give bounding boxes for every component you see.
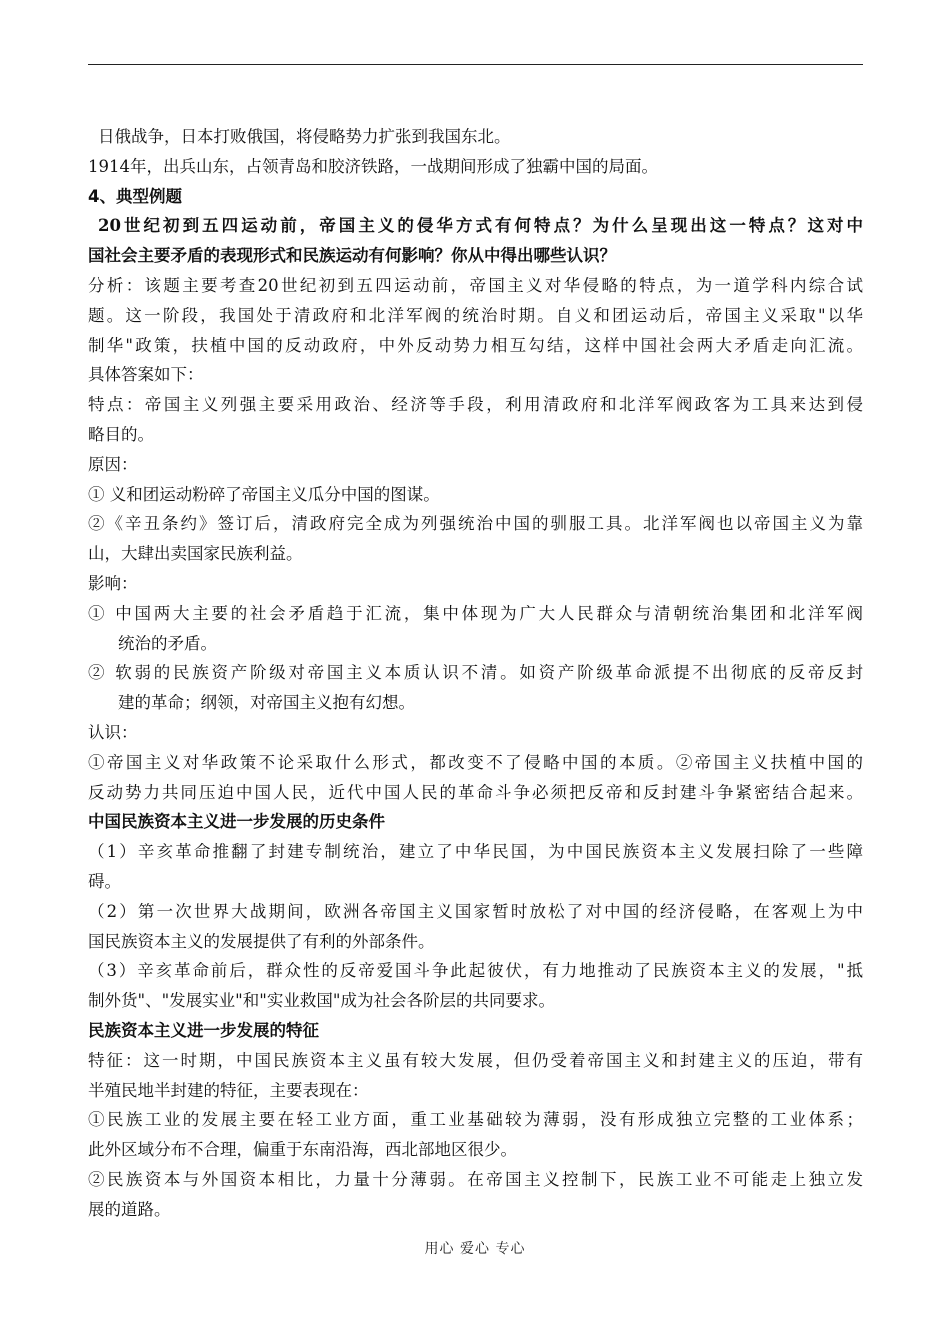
answer-line: ①帝国主义对华政策不论采取什么形式，都改变不了侵略中国的本质。②帝国主义扶植中国的 [88, 752, 863, 772]
answer-line: 反动势力共同压迫中国人民，近代中国人民的革命斗争必须把反帝和反封建斗争紧密结合起来。 [88, 782, 863, 802]
text-line: 制外货"、"发展实业"和"实业救国"成为社会各阶层的共同要求。 [88, 991, 555, 1011]
header-rule [88, 64, 863, 65]
text-line: 碍。 [88, 871, 121, 891]
text-line: 半殖民地半封建的特征，主要表现在： [88, 1080, 369, 1100]
page-footer: 用心 爱心 专心 [424, 1241, 526, 1257]
text-line: 1914年，出兵山东，占领青岛和胶济铁路，一战期间形成了独霸中国的局面。 [88, 156, 658, 176]
answer-label: 原因： [88, 454, 138, 474]
answer-line: 建的革命；纲领，对帝国主义抱有幻想。 [118, 693, 415, 713]
answer-line: ① 义和团运动粉碎了帝国主义瓜分中国的图谋。 [88, 484, 440, 504]
section-heading: 民族资本主义进一步发展的特征 [88, 1020, 319, 1040]
analysis-line: 分析：该题主要考查20世纪初到五四运动前，帝国主义对华侵略的特点，为一道学科内综合试 [88, 275, 863, 295]
text-line: 此外区域分布不合理，偏重于东南沿海，西北部地区很少。 [88, 1140, 517, 1160]
text-line: （1）辛亥革命推翻了封建专制统治，建立了中华民国，为中国民族资本主义发展扫除了一些障 [88, 842, 863, 862]
answer-label: 认识： [88, 722, 138, 742]
answer-line: 略目的。 [88, 424, 154, 444]
answer-label: 影响： [88, 573, 138, 593]
text-line: 日俄战争，日本打败俄国，将侵略势力扩张到我国东北。 [98, 127, 511, 146]
analysis-line: 制华"政策，扶植中国的反动政府，中外反动势力相互勾结，这样中国社会两大矛盾走向汇流。 [88, 335, 863, 355]
question-line: 20世纪初到五四运动前，帝国主义的侵华方式有何特点？为什么呈现出这一特点？这对中 [98, 216, 863, 236]
answer-line: 统治的矛盾。 [118, 633, 217, 653]
document-body [88, 122, 863, 1224]
answer-line: 山，大肆出卖国家民族利益。 [88, 544, 303, 564]
text-line: 国民族资本主义的发展提供了有利的外部条件。 [88, 931, 435, 951]
text-line: ①民族工业的发展主要在轻工业方面，重工业基础较为薄弱，没有形成独立完整的工业体系； [88, 1110, 863, 1130]
text-line: 特征：这一时期，中国民族资本主义虽有较大发展，但仍受着帝国主义和封建主义的压迫，带有 [88, 1050, 863, 1070]
section-heading: 中国民族资本主义进一步发展的历史条件 [88, 812, 385, 832]
analysis-line: 题。这一阶段，我国处于清政府和北洋军阀的统治时期。自义和团运动后，帝国主义采取"以华 [88, 305, 863, 325]
answer-line: ② 软弱的民族资产阶级对帝国主义本质认识不清。如资产阶级革命派提不出彻底的反帝反封 [88, 663, 863, 683]
answer-line: ① 中国两大主要的社会矛盾趋于汇流，集中体现为广大人民群众与清朝统治集团和北洋军阀 [88, 603, 863, 623]
analysis-line: 具体答案如下： [88, 365, 204, 385]
section-heading: 4、典型例题 [88, 186, 182, 206]
answer-line: 特点：帝国主义列强主要采用政治、经济等手段，利用清政府和北洋军阀政客为工具来达到侵 [88, 395, 863, 415]
text-line: （3）辛亥革命前后，群众性的反帝爱国斗争此起彼伏，有力地推动了民族资本主义的发展，"抵 [88, 961, 863, 981]
text-line: 展的道路。 [88, 1199, 171, 1219]
answer-line: ②《辛丑条约》签订后，清政府完全成为列强统治中国的驯服工具。北洋军阀也以帝国主义为靠 [88, 514, 863, 534]
question-line: 国社会主要矛盾的表现形式和民族运动有何影响？你从中得出哪些认识？ [88, 246, 616, 266]
text-line: ②民族资本与外国资本相比，力量十分薄弱。在帝国主义控制下，民族工业不可能走上独立发 [88, 1169, 863, 1189]
text-line: （2）第一次世界大战期间，欧洲各帝国主义国家暂时放松了对中国的经济侵略，在客观上为中 [88, 901, 863, 921]
